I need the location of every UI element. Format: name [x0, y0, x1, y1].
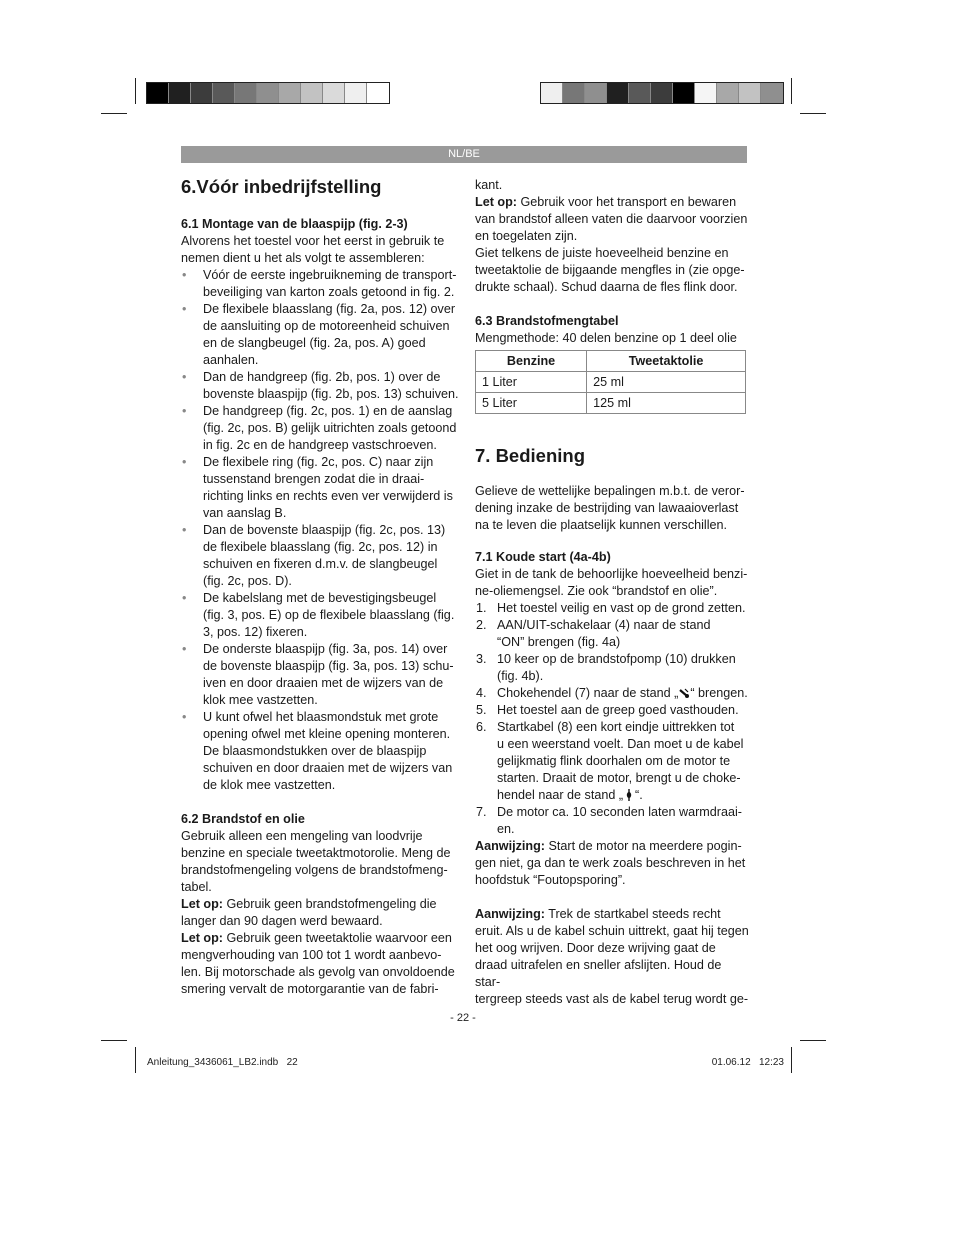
crop-mark	[800, 1040, 826, 1041]
crop-mark	[791, 1047, 792, 1073]
section-title-6: 6.Vóór inbedrijfstelling	[181, 176, 382, 197]
crop-mark	[135, 78, 136, 104]
list-item: 1. Het toestel veilig en vast op de grond zetten.	[476, 601, 746, 615]
color-swatch	[541, 83, 563, 103]
table-cell: 5 Liter	[476, 393, 587, 414]
warning-note-1: Let op: Gebruik geen brandstofmengeling die langer dan 90 dagen werd bewaard.	[181, 897, 437, 928]
color-swatch	[279, 83, 301, 103]
table-cell: 125 ml	[587, 393, 746, 414]
intro-6-1: Alvorens het toestel voor het eerst in gebruik te nemen dient u het als volgt te assembleren:	[181, 234, 445, 265]
color-swatch	[235, 83, 257, 103]
color-swatch	[673, 83, 695, 103]
color-swatch	[695, 83, 717, 103]
crop-mark	[135, 1047, 136, 1073]
color-swatch	[629, 83, 651, 103]
hint-2: Aanwijzing: Trek de startkabel steeds recht eruit. Als u de kabel schuin uittrekt, gaat hij tegen het oog wrijven. Door deze wrijving gaat de draad uitrafelen en sneller afslijten. Houd de star- tergreep steeds vast als de kabel terug wordt ge-	[475, 907, 749, 1006]
crop-mark	[800, 113, 826, 114]
color-swatch	[563, 83, 585, 103]
intro-7-1: Giet in de tank de behoorlijke hoeveelheid benzi- ne-oliemengsel. Zie ook “brandstof en olie”.	[475, 567, 748, 598]
list-item: • De flexibele blaasslang (fig. 2a, pos. 12) over de aansluiting op de motoreenheid schuiven en de slangbeugel (fig. 2a, pos. A) goed aanhalen.	[181, 301, 461, 369]
color-calibration-bar-left	[146, 82, 390, 104]
color-calibration-bar-right	[540, 82, 784, 104]
locale-label: NL/BE	[448, 148, 480, 160]
list-item: • U kunt ofwel het blaasmondstuk met grote opening ofwel met kleine opening monteren. De blaasmondstukken over de blaaspijp schuiven en door draaien met de wijzers van de klok mee vastzetten.	[181, 709, 461, 794]
table-row	[476, 372, 746, 393]
mix-method: Mengmethode: 40 delen benzine op 1 deel olie	[475, 331, 737, 345]
subsection-title-6-3: 6.3 Brandstofmengtabel	[475, 314, 619, 328]
table-header-cell: Tweetaktolie	[587, 351, 746, 372]
mix-paragraph: Giet telkens de juiste hoeveelheid benzine en tweetaktolie de bijgaande mengfles in (zie opge- drukte schaal). Schud daarna de fles flink door.	[475, 246, 745, 294]
list-item: 2. AAN/UIT-schakelaar (4) naar de stand “ON” brengen (fig. 4a)	[476, 618, 711, 649]
list-item: • Vóór de eerste ingebruikneming de transport- beveiliging van karton zoals getoond in fig. 2.	[181, 267, 461, 301]
right-column	[475, 177, 750, 1008]
color-swatch	[191, 83, 213, 103]
crop-mark	[101, 113, 127, 114]
list-item: 6. Startkabel (8) een kort eindje uittrekken tot u een weerstand voelt. Dan moet u de kabel gelijkmatig flink doorhalen om de motor te starten. Draait de motor, brengt u de choke- hendel naar de stand „ “.	[476, 720, 744, 802]
list-item: • De kabelslang met de bevestigingsbeugel (fig. 3, pos. E) op de flexibele blaasslang (fig. 3, pos. 12) fixeren.	[181, 590, 461, 641]
color-swatch	[323, 83, 345, 103]
color-swatch	[761, 83, 783, 103]
color-swatch	[367, 83, 389, 103]
intro-7: Gelieve de wettelijke bepalingen m.b.t. de veror- dening inzake de bestrijding van lawaaioverlast na te leven die plaatselijk kunnen verschillen.	[475, 484, 745, 532]
continued-line: kant.	[475, 178, 503, 192]
fuel-paragraph: Gebruik alleen een mengeling van loodvrije benzine en speciale tweetaktmotorolie. Meng de brandstofmengeling volgens de brandstofmeng- tabel.	[181, 829, 451, 894]
color-swatch	[147, 83, 169, 103]
list-item: • Dan de bovenste blaaspijp (fig. 2c, pos. 13) de flexibele blaasslang (fig. 2c, pos. 12) in schuiven en fixeren d.m.v. de slangbeugel (fig. 2c, pos. D).	[181, 522, 461, 590]
crop-mark	[791, 78, 792, 104]
color-swatch	[213, 83, 235, 103]
subsection-title-6-1: 6.1 Montage van de blaaspijp (fig. 2-3)	[181, 217, 408, 231]
color-swatch	[739, 83, 761, 103]
color-swatch	[585, 83, 607, 103]
list-item: 4. Chokehendel (7) naar de stand „ “ brengen.	[476, 686, 748, 700]
list-item: 3. 10 keer op de brandstofpomp (10) drukken (fig. 4b).	[476, 652, 736, 683]
list-item: • De handgreep (fig. 2c, pos. 1) en de aanslag (fig. 2c, pos. B) gelijk uitrichten zoals getoond in fig. 2c en de handgreep vastschroeven.	[181, 403, 461, 454]
choke-closed-icon	[678, 687, 690, 699]
subsection-title-7-1: 7.1 Koude start (4a-4b)	[475, 550, 611, 564]
list-item: • De onderste blaaspijp (fig. 3a, pos. 14) over de bovenste blaaspijp (fig. 3a, pos. 13) schu- iven en door draaien met de wijzers van de klok mee vastzetten.	[181, 641, 461, 709]
color-swatch	[257, 83, 279, 103]
table-row	[476, 393, 746, 414]
assembly-bullet-list	[181, 267, 461, 794]
left-column	[181, 176, 461, 998]
table-cell: 1 Liter	[476, 372, 587, 393]
section-title-7: 7. Bediening	[475, 445, 585, 466]
color-swatch	[607, 83, 629, 103]
warning-note-2: Let op: Gebruik geen tweetaktolie waarvoor een mengverhouding van 100 tot 1 wordt aanbevo- len. Bij motorschade als gevolg van onvoldoende smering vervalt de motorgarantie van de fabri-	[181, 931, 455, 996]
list-item: • Dan de handgreep (fig. 2b, pos. 1) over de bovenste blaaspijp (fig. 2b, pos. 13) schuiven.	[181, 369, 461, 403]
color-swatch	[651, 83, 673, 103]
color-swatch	[345, 83, 367, 103]
locale-bar	[181, 146, 747, 163]
page-number: - 22 -	[450, 1012, 476, 1024]
cold-start-steps	[475, 600, 750, 838]
color-swatch	[717, 83, 739, 103]
list-item: 7. De motor ca. 10 seconden laten warmdraai- en.	[476, 805, 743, 836]
list-item: • De flexibele ring (fig. 2c, pos. C) naar zijn tussenstand brengen zodat die in draai- richting links en rechts even ver verwijderd is van aanslag B.	[181, 454, 461, 522]
table-header-cell: Benzine	[476, 351, 587, 372]
table-cell: 25 ml	[587, 372, 746, 393]
crop-mark	[101, 1040, 127, 1041]
color-swatch	[169, 83, 191, 103]
list-item: 5. Het toestel aan de greep goed vasthouden.	[476, 703, 739, 717]
footer-file-name: Anleitung_3436061_LB2.indb 22	[147, 1057, 298, 1068]
table-header-row	[476, 351, 746, 372]
choke-open-icon	[623, 789, 635, 801]
color-swatch	[301, 83, 323, 103]
fuel-mix-table	[475, 350, 746, 414]
subsection-title-6-2: 6.2 Brandstof en olie	[181, 812, 305, 826]
footer-date: 01.06.12 12:23	[711, 1057, 784, 1068]
warning-note-3: Let op: Gebruik voor het transport en bewaren van brandstof alleen vaten die daarvoor voorzien en toegelaten zijn.	[475, 195, 748, 243]
hint-1: Aanwijzing: Start de motor na meerdere pogin- gen niet, ga dan te werk zoals beschreven in het hoofdstuk “Foutopsporing”.	[475, 839, 746, 887]
